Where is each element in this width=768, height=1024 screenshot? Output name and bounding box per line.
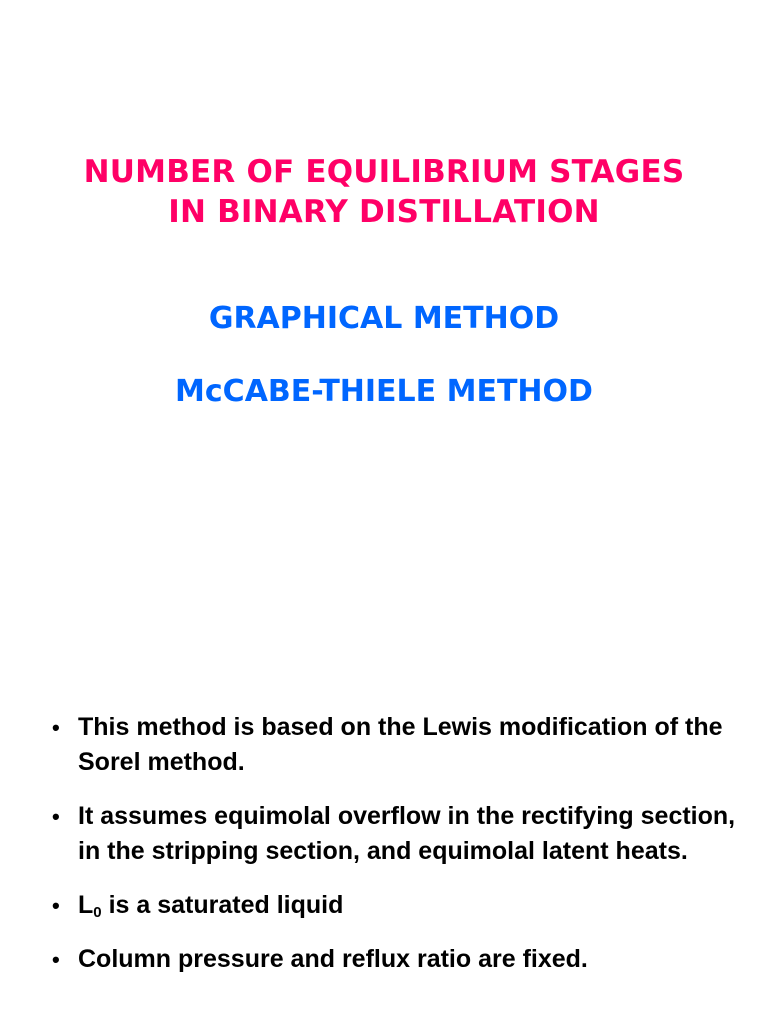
subtitle-mccabe-thiele-method: McCABE-THIELE METHOD <box>175 374 593 409</box>
bullet-point-icon: • <box>52 947 60 972</box>
bullet-text: This method is based on the Lewis modification of the Sorel method. <box>78 713 723 776</box>
slide-title <box>0 152 768 232</box>
bullet-subscript: 0 <box>93 904 102 921</box>
bullet-list <box>52 710 752 996</box>
bullet-item-lewis <box>52 710 752 780</box>
title-line-1: NUMBER OF EQUILIBRIUM STAGES <box>83 154 685 190</box>
bullet-point-icon: • <box>52 715 60 740</box>
bullet-text: Column pressure and reflux ratio are fixed. <box>78 945 588 973</box>
bullet-item-equimolal <box>52 799 752 869</box>
bullet-text: It assumes equimolal overflow in the rectifying section, in the stripping section, and equimolal latent heats. <box>78 802 736 865</box>
bullet-text: is a saturated liquid <box>101 891 344 919</box>
subtitle-graphical-method: GRAPHICAL METHOD <box>208 301 560 336</box>
bullet-variable: L <box>78 891 94 919</box>
bullet-point-icon: • <box>52 804 60 829</box>
title-line-2: IN BINARY DISTILLATION <box>168 194 600 230</box>
bullet-item-pressure-reflux <box>52 942 752 977</box>
bullet-point-icon: • <box>52 893 60 918</box>
bullet-item-saturated-liquid <box>52 888 752 923</box>
